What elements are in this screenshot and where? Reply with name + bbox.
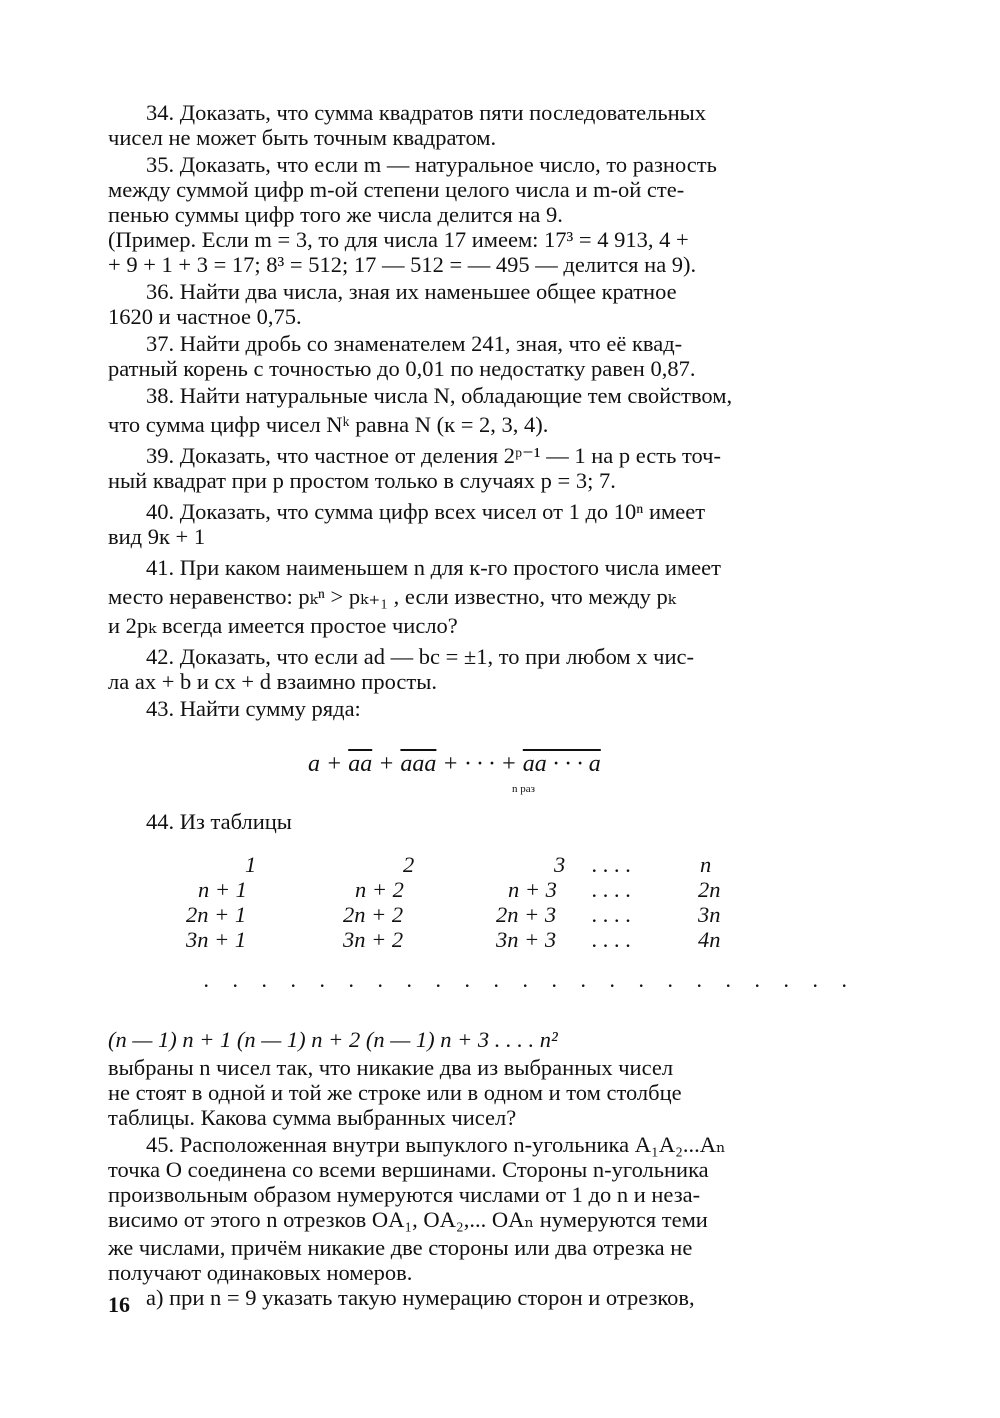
series-formula (108, 751, 853, 801)
table-last-row: (n — 1) n + 1 (n — 1) n + 2 (n — 1) n + 3 . . . . n² (108, 1027, 558, 1052)
text-line: ный квадрат при p простом только в случаях p = 3; 7. (108, 468, 616, 493)
text-line: 1620 и частное 0,75. (108, 304, 302, 329)
table-cell: . . . . (592, 852, 632, 877)
problem-39 (108, 443, 853, 493)
text-line: чисел не может быть точным квадратом. (108, 125, 497, 150)
table-cell: 2n (698, 877, 721, 902)
text-line: между суммой цифр m-ой степени целого числа и m-ой сте- (108, 177, 685, 202)
text-line: же числами, причём никакие две стороны или два отрезка не (108, 1235, 693, 1260)
text-line: 37. Найти дробь со знаменателем 241, зная, что её квад- (146, 331, 683, 356)
table-cell: 2n + 3 (496, 902, 557, 927)
text-line: 34. Доказать, что сумма квадратов пяти последовательных (146, 100, 707, 125)
problem-36 (108, 279, 853, 329)
problem-41 (108, 555, 853, 638)
text-line: + 9 + 1 + 3 = 17; 8³ = 512; 17 — 512 = — 495 — делится на 9). (108, 252, 697, 277)
text-line: пенью суммы цифр того же числа делится на 9. (108, 202, 563, 227)
table-cell: 3n + 3 (496, 927, 557, 952)
table-cell: n + 1 (198, 877, 247, 902)
table-cell: n + 3 (508, 877, 557, 902)
text-line: 36. Найти два числа, зная их наменьшее общее кратное (146, 279, 677, 304)
table-cell: n (700, 852, 712, 877)
table-cell: 2n + 1 (186, 902, 247, 927)
formula-part: aa · · · a (522, 751, 601, 777)
underbrace-label: n раз (512, 783, 535, 795)
table-cell: 3n (698, 902, 721, 927)
problem-44-intro (108, 809, 853, 834)
problem-40 (108, 499, 853, 549)
formula-part: + · · · + (436, 751, 523, 777)
formula-part: $\overline{aaa}$ (400, 751, 437, 777)
text-line: 38. Найти натуральные числа N, обладающие тем свойством, (146, 383, 733, 408)
text-line: висимо от этого n отрезков OA₁, OA₂,... OAₙ нумеруются теми (108, 1207, 708, 1232)
text-line: что сумма цифр чисел Nᵏ равна N (к = 2, 3, 4). (108, 412, 549, 437)
text-line: вид 9к + 1 (108, 524, 206, 549)
table-cell: 4n (698, 927, 721, 952)
table-cell: . . . . (592, 877, 632, 902)
text-line: 41. При каком наименьшем n для к-го простого числа имеет (146, 555, 721, 580)
table-cell: n + 2 (355, 877, 404, 902)
table-cell: 3 (554, 852, 566, 877)
text-line: получают одинаковых номеров. (108, 1260, 413, 1285)
text-line: 35. Доказать, что если m — натуральное число, то разность (146, 152, 717, 177)
table-ellipsis-row: . . . . . . . . . . . . . . . . . . . . . . . (204, 967, 857, 992)
table-cell: 2n + 2 (343, 902, 404, 927)
text-line: выбраны n чисел так, что никакие два из выбранных чисел (108, 1055, 674, 1080)
text-line: 40. Доказать, что сумма цифр всех чисел от 1 до 10ⁿ имеет (146, 499, 706, 524)
table-cell: 2 (403, 852, 415, 877)
page-number: 16 (108, 1292, 130, 1317)
page-content (108, 100, 857, 1312)
table-cell: 1 (245, 852, 257, 877)
text-line: произвольным образом нумеруются числами от 1 до n и неза- (108, 1182, 701, 1207)
problem-34 (108, 100, 853, 150)
text-line: 39. Доказать, что частное от деления 2ᵖ⁻¹ — 1 на p есть точ- (146, 443, 721, 468)
text-line: таблицы. Какова сумма выбранных чисел? (108, 1105, 517, 1130)
problem-45 (108, 1132, 853, 1310)
text-line: 43. Найти сумму ряда: (146, 696, 361, 721)
text-line: ла ax + b и cx + d взаимно просты. (108, 669, 437, 694)
problem-38 (108, 383, 853, 437)
text-line: не стоят в одной и той же строке или в одном и том столбце (108, 1080, 682, 1105)
text-line: место неравенство: pₖⁿ > pₖ₊₁ , если известно, что между pₖ (108, 584, 676, 609)
formula-part: $\overline{aa}$ (348, 751, 373, 777)
text-line: точка O соединена со всеми вершинами. Стороны n-угольника (108, 1157, 709, 1182)
text-line: а) при n = 9 указать такую нумерацию сторон и отрезков, (146, 1285, 695, 1310)
problem-44-text (108, 1055, 853, 1130)
text-line: (Пример. Если m = 3, то для числа 17 имеем: 17³ = 4 913, 4 + (108, 227, 689, 252)
table-cell: . . . . (592, 902, 632, 927)
problem-42 (108, 644, 853, 694)
text-line: 44. Из таблицы (146, 809, 292, 834)
problem-35 (108, 152, 853, 277)
formula-part: + (372, 751, 401, 777)
text-line: 45. Расположенная внутри выпуклого n-угольника A₁A₂...Aₙ (146, 1132, 726, 1157)
formula-part: a + (308, 751, 349, 777)
text-line: ратный корень с точностью до 0,01 по недостатку равен 0,87. (108, 356, 696, 381)
number-table (108, 852, 857, 1027)
problem-43 (108, 696, 853, 721)
text-line: 42. Доказать, что если ad — bc = ±1, то при любом x чис- (146, 644, 694, 669)
table-cell: 3n + 1 (186, 927, 247, 952)
problem-37 (108, 331, 853, 381)
text-line: и 2pₖ всегда имеется простое число? (108, 613, 458, 638)
table-cell: . . . . (592, 927, 632, 952)
formula-expression (308, 751, 601, 778)
table-cell: 3n + 2 (343, 927, 404, 952)
